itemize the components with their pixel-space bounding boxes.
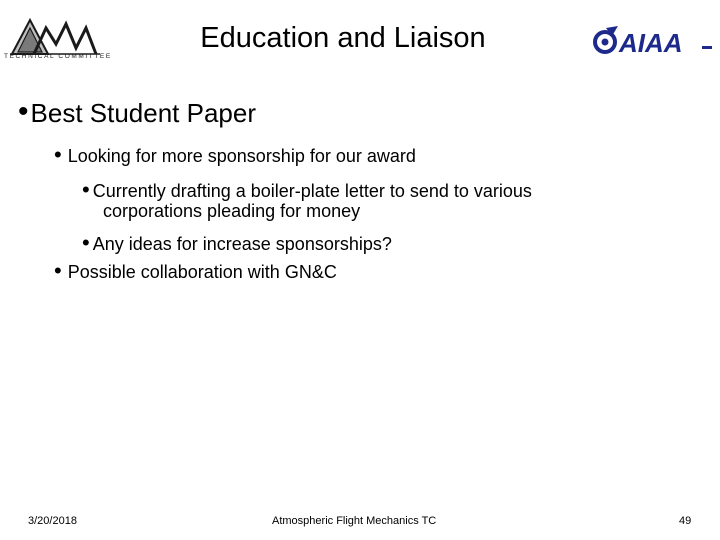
bullet-text: Best Student Paper — [30, 98, 256, 128]
slide-title: Education and Liaison — [200, 22, 486, 54]
bullet-text: Looking for more sponsorship for our award — [67, 146, 416, 166]
bullet-level2-sponsorship — [54, 142, 416, 168]
bullet-level1-best-student-paper — [18, 96, 256, 130]
page-number: 49 — [679, 515, 692, 527]
bullet-level3-letter — [82, 177, 532, 203]
bullet-text: Possible collaboration with GN&C — [67, 262, 337, 282]
bullet-dot: • — [54, 258, 62, 283]
aiaa-logo-text: AIAA — [619, 28, 683, 58]
bullet-text: Currently drafting a boiler-plate letter to send to various — [92, 181, 532, 201]
footer-title: Atmospheric Flight Mechanics TC — [272, 515, 437, 527]
bullet-level2-collaboration — [54, 258, 337, 284]
afm-logo-caption: TECHNICAL COMMITTEE — [4, 53, 112, 60]
bullet-dot: • — [82, 177, 90, 202]
bullet-dot: • — [82, 230, 90, 255]
bullet-dot: • — [54, 142, 62, 167]
footer-date: 3/20/2018 — [28, 515, 77, 527]
aiaa-logo-icon — [592, 24, 714, 58]
bullet-level3-letter-continued: corporations pleading for money — [103, 201, 361, 221]
bullet-dot: • — [18, 95, 29, 129]
bullet-level3-ideas — [82, 230, 392, 256]
bullet-text: Any ideas for increase sponsorships? — [92, 234, 392, 254]
